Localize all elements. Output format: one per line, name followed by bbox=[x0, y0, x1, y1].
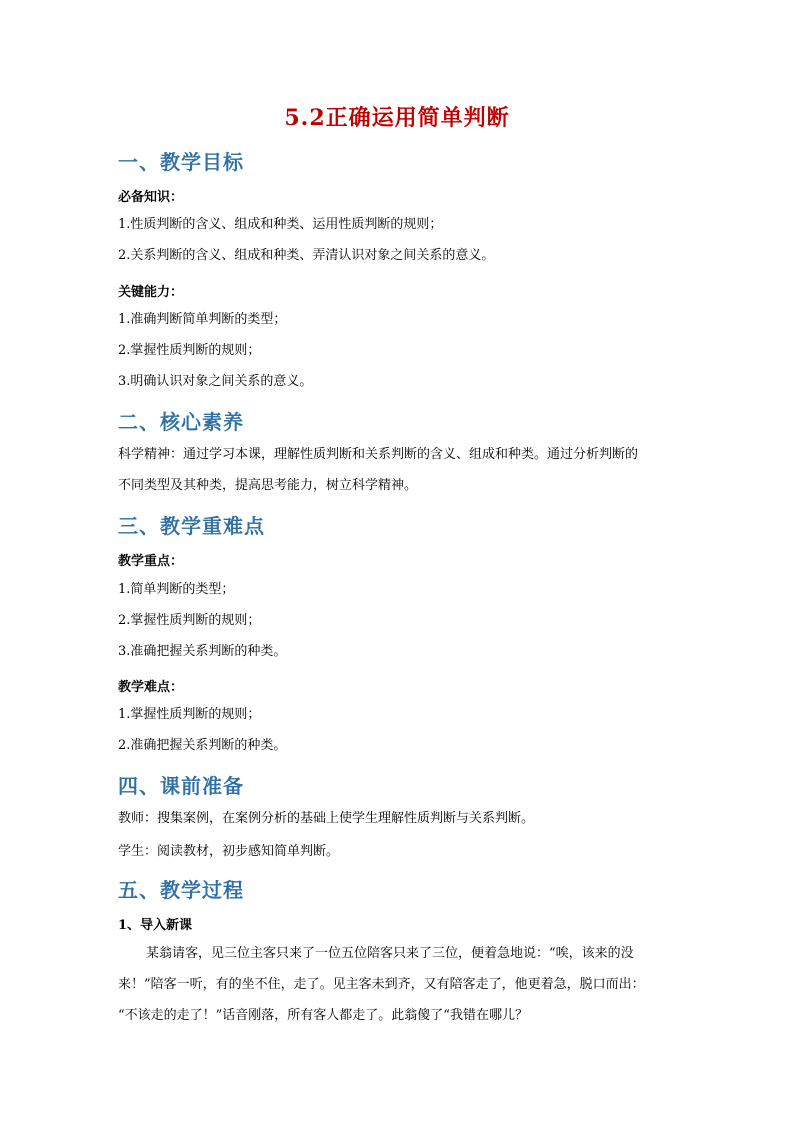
story-line: “不该走的走了！”话音刚落，所有客人都走了。此翁傻了“我错在哪儿？ bbox=[118, 1008, 528, 1023]
subheading-key-abilities: 关键能力： bbox=[118, 285, 184, 300]
list-item: 1.简单判断的类型； bbox=[118, 582, 235, 597]
story-line: 某翁请客，见三位主客只来了一位五位陪客只来了三位，便着急地说：“唉，该来的没 bbox=[146, 946, 634, 961]
list-item: 2.掌握性质判断的规则； bbox=[118, 613, 261, 628]
list-item: 3.明确认识对象之间关系的意义。 bbox=[118, 374, 313, 389]
section-heading-key-difficult-points: 三、教学重难点 bbox=[118, 514, 265, 538]
story-line: 来！”陪客一听，有的坐不住，走了。见主客未到齐，又有陪客走了，他更着急，脱口而出： bbox=[118, 977, 645, 992]
paragraph-line: 科学精神：通过学习本课，理解性质判断和关系判断的含义、组成和种类。通过分析判断的 bbox=[118, 447, 639, 462]
document-title: 5.2正确运用简单判断 bbox=[284, 105, 510, 131]
subheading-teaching-focus: 教学重点： bbox=[118, 554, 184, 569]
subheading-essential-knowledge: 必备知识： bbox=[118, 190, 184, 205]
paragraph-line: 不同类型及其种类，提高思考能力，树立科学精神。 bbox=[118, 478, 418, 493]
list-item: 3.准确把握关系判断的种类。 bbox=[118, 644, 287, 659]
list-item: 1.掌握性质判断的规则； bbox=[118, 707, 261, 722]
section-heading-teaching-process: 五、教学过程 bbox=[118, 878, 244, 902]
list-item: 2.准确把握关系判断的种类。 bbox=[118, 738, 287, 753]
paragraph-student: 学生：阅读教材，初步感知简单判断。 bbox=[118, 844, 340, 859]
paragraph-teacher: 教师：搜集案例，在案例分析的基础上使学生理解性质判断与关系判断。 bbox=[118, 811, 535, 826]
section-heading-objectives: 一、教学目标 bbox=[118, 150, 244, 174]
subheading-teaching-difficulties: 教学难点： bbox=[118, 680, 184, 695]
subheading-introduction: 1、导入新课 bbox=[118, 918, 193, 933]
list-item: 2.掌握性质判断的规则； bbox=[118, 343, 261, 358]
list-item: 1.性质判断的含义、组成和种类、运用性质判断的规则； bbox=[118, 217, 443, 232]
list-item: 1.准确判断简单判断的类型； bbox=[118, 312, 287, 327]
list-item: 2.关系判断的含义、组成和种类、弄清认识对象之间关系的意义。 bbox=[118, 248, 495, 263]
section-heading-preparation: 四、课前准备 bbox=[118, 774, 244, 798]
section-heading-core-literacy: 二、核心素养 bbox=[118, 410, 244, 434]
